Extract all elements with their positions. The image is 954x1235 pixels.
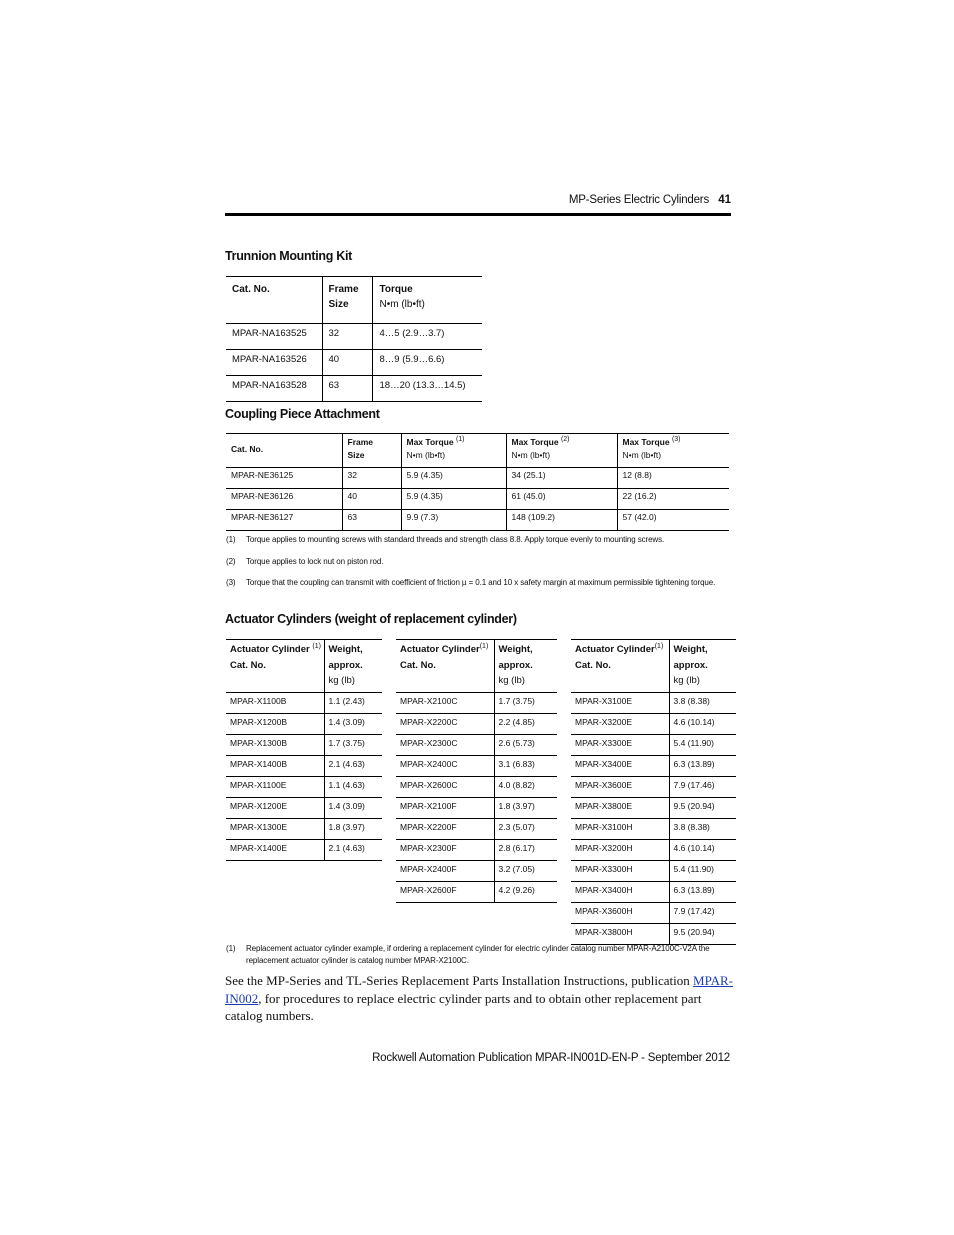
cell-t2: 61 (45.0) xyxy=(506,489,617,510)
table-row xyxy=(396,777,557,798)
cell-weight: 2.2 (4.85) xyxy=(494,714,557,735)
cell-cat: MPAR-X1400E xyxy=(230,843,288,853)
col-max-torque-1: Max Torque $^{(1)}$ N•m (lb•ft) xyxy=(401,434,506,468)
table-row xyxy=(571,777,736,798)
cell-cat: MPAR-NA163525 xyxy=(226,324,322,350)
cell-cat: MPAR-NE36126 xyxy=(226,489,342,510)
table-row xyxy=(396,714,557,735)
col-actuator-cat-no: Actuator Cylinder$^{(1)}$ Cat. No. xyxy=(571,640,669,693)
cell-cat: MPAR-X3100H xyxy=(571,819,669,840)
table-row xyxy=(226,756,382,777)
cell-torque: 18…20 (13.3…14.5) xyxy=(379,380,466,391)
table-row xyxy=(226,376,482,402)
cell-weight: 5.4 (11.90) xyxy=(669,861,736,882)
cell-cat: MPAR-X2400C xyxy=(396,756,494,777)
cell-weight: 1.7 (3.75) xyxy=(494,693,557,714)
cell-weight: 2.3 (5.07) xyxy=(494,819,557,840)
table-header-row xyxy=(396,640,557,693)
col-cat-no: Cat. No. xyxy=(226,434,342,468)
cell-t1: 5.9 (4.35) xyxy=(401,468,506,489)
cell-cat: MPAR-X2200F xyxy=(396,819,494,840)
table-row xyxy=(571,693,736,714)
col-actuator-cat-no: Actuator Cylinder$^{(1)}$ Cat. No. xyxy=(396,640,494,693)
table-row xyxy=(396,693,557,714)
cell-cat: MPAR-X3300H xyxy=(571,861,669,882)
actuator-table-3 xyxy=(571,639,736,945)
col-actuator-cat-no: Actuator Cylinder $^{(1)}$ Cat. No. xyxy=(226,640,324,693)
cell-cat: MPAR-X2300C xyxy=(396,735,494,756)
col-frame-size: Frame Size xyxy=(342,434,401,468)
cell-cat: MPAR-X1100B xyxy=(226,693,324,714)
page-footer: Rockwell Automation Publication MPAR-IN001D-EN-P - September 2012 xyxy=(372,1052,730,1064)
cell-cat: MPAR-X1100E xyxy=(226,777,324,798)
table-row xyxy=(571,714,736,735)
cell-cat: MPAR-X3800E xyxy=(571,798,669,819)
cell-cat: MPAR-X1200B xyxy=(226,714,324,735)
table-row xyxy=(396,798,557,819)
col-weight: Weight, approx. kg (lb) xyxy=(494,640,557,693)
footnote-ref: (2) xyxy=(560,436,570,444)
cell-cat: MPAR-X2400F xyxy=(396,861,494,882)
cell-weight: 2.1 (4.63) xyxy=(324,840,382,861)
table-header-row xyxy=(226,277,482,324)
table-row xyxy=(571,819,736,840)
table-row xyxy=(571,756,736,777)
cell-weight: 7.9 (17.46) xyxy=(669,777,736,798)
cell-weight: 2.6 (5.73) xyxy=(494,735,557,756)
cell-cat: MPAR-X3100E xyxy=(571,693,669,714)
table-row xyxy=(226,510,729,531)
coupling-title: Coupling Piece Attachment xyxy=(225,407,380,421)
cell-t2: 148 (109.2) xyxy=(506,510,617,531)
cell-cat: MPAR-X2300F xyxy=(396,840,494,861)
table-row xyxy=(396,735,557,756)
table-row xyxy=(226,819,382,840)
publication-link[interactable]: MPAR-IN002 xyxy=(225,973,734,1006)
page-number: 41 xyxy=(718,194,731,206)
cell-cat: MPAR-NA163528 xyxy=(226,376,322,402)
footnote-ref: (3) xyxy=(671,436,681,444)
footnote-ref: (1) xyxy=(479,642,489,650)
trunnion-title: Trunnion Mounting Kit xyxy=(225,249,352,263)
cell-cat: MPAR-X3400E xyxy=(571,756,669,777)
cell-cat: MPAR-NE36127 xyxy=(231,512,294,522)
cell-weight: 2.1 (4.63) xyxy=(324,756,382,777)
table-header-row xyxy=(571,640,736,693)
cell-weight: 3.1 (6.83) xyxy=(494,756,557,777)
table-row xyxy=(571,861,736,882)
cell-cat: MPAR-NA163526 xyxy=(226,350,322,376)
cell-cat: MPAR-X2100C xyxy=(396,693,494,714)
cell-cat: MPAR-X1400B xyxy=(226,756,324,777)
col-max-torque-2: Max Torque $^{(2)}$ N•m (lb•ft) xyxy=(506,434,617,468)
col-weight: Weight, approx. kg (lb) xyxy=(669,640,736,693)
cell-t2: 34 (25.1) xyxy=(506,468,617,489)
table-row xyxy=(226,693,382,714)
cell-frame: 63 xyxy=(342,510,401,531)
actuator-table-2 xyxy=(396,639,557,903)
table-row xyxy=(226,777,382,798)
col-frame-size: Frame Size xyxy=(322,277,372,324)
cell-cat: MPAR-X3400H xyxy=(571,882,669,903)
cell-frame: 40 xyxy=(342,489,401,510)
cell-torque: 4…5 (2.9…3.7) xyxy=(372,324,482,350)
cell-cat: MPAR-X3600H xyxy=(571,903,669,924)
footnote-ref: (1) xyxy=(654,642,664,650)
actuator-title: Actuator Cylinders (weight of replacement cylinder) xyxy=(225,612,517,626)
cell-weight: 1.8 (3.97) xyxy=(324,819,382,840)
cell-weight: 9.5 (20.94) xyxy=(669,798,736,819)
table-header-row xyxy=(226,434,729,468)
cell-t3: 12 (8.8) xyxy=(617,468,729,489)
cell-weight: 7.9 (17.42) xyxy=(669,903,736,924)
table-row xyxy=(571,924,736,945)
cell-t3: 57 (42.0) xyxy=(617,510,729,531)
cell-weight: 1.7 (3.75) xyxy=(324,735,382,756)
cell-cat: MPAR-X3600E xyxy=(571,777,669,798)
footnote-ref: (1) xyxy=(312,642,321,650)
header-title: MP-Series Electric Cylinders xyxy=(568,194,709,206)
table-row xyxy=(226,350,482,376)
cell-weight: 1.1 (4.63) xyxy=(324,777,382,798)
table-row xyxy=(396,861,557,882)
col-cat-no: Cat. No. xyxy=(226,277,322,324)
running-header xyxy=(225,192,731,212)
cell-weight: 1.8 (3.97) xyxy=(494,798,557,819)
cell-cat: MPAR-X2100F xyxy=(396,798,494,819)
table-row xyxy=(571,903,736,924)
table-row xyxy=(571,735,736,756)
cell-frame: 32 xyxy=(322,324,372,350)
cell-weight: 4.2 (9.26) xyxy=(494,882,557,903)
cell-cat: MPAR-X3200H xyxy=(571,840,669,861)
table-row xyxy=(226,840,382,861)
cell-weight: 4.0 (8.82) xyxy=(494,777,557,798)
table-row xyxy=(226,798,382,819)
table-row xyxy=(396,756,557,777)
cell-cat: MPAR-X3300E xyxy=(571,735,669,756)
col-weight: Weight, approx. kg (lb) xyxy=(324,640,382,693)
cell-t1: 5.9 (4.35) xyxy=(401,489,506,510)
cell-cat: MPAR-X3200E xyxy=(571,714,669,735)
table-row xyxy=(571,882,736,903)
cell-weight: 3.2 (7.05) xyxy=(494,861,557,882)
cell-weight: 3.8 (8.38) xyxy=(669,693,736,714)
cell-cat: MPAR-X1200E xyxy=(226,798,324,819)
cell-frame: 63 xyxy=(322,376,372,402)
cell-frame: 32 xyxy=(342,468,401,489)
actuator-table-1 xyxy=(226,639,382,861)
header-rule xyxy=(225,213,731,216)
cell-cat: MPAR-X1300B xyxy=(226,735,324,756)
col-torque: Torque N•m (lb•ft) xyxy=(372,277,482,324)
table-header-row xyxy=(226,640,382,693)
cell-weight: 4.6 (10.14) xyxy=(669,840,736,861)
cell-cat: MPAR-NE36125 xyxy=(226,468,342,489)
col-max-torque-3: Max Torque $^{(3)}$ N•m (lb•ft) xyxy=(617,434,729,468)
cell-cat: MPAR-X2200C xyxy=(396,714,494,735)
cell-weight: 4.6 (10.14) xyxy=(669,714,736,735)
cell-weight: 1.1 (2.43) xyxy=(324,693,382,714)
table-row xyxy=(226,468,729,489)
cell-t3: 22 (16.2) xyxy=(617,489,729,510)
trunnion-table xyxy=(226,276,482,402)
cell-cat: MPAR-X1300E xyxy=(226,819,324,840)
table-row xyxy=(571,798,736,819)
table-row xyxy=(226,735,382,756)
table-row xyxy=(396,882,557,903)
table-row xyxy=(226,714,382,735)
body-paragraph: See the MP-Series and TL-Series Replacement Parts Installation Instructions, publication MPAR-IN002, for procedures to replace electric cylinder parts and to obtain other replacement part catalog numbers. xyxy=(225,973,734,1023)
cell-weight: 6.3 (13.89) xyxy=(669,882,736,903)
cell-weight: 9.5 (20.94) xyxy=(669,924,736,945)
cell-weight: 2.8 (6.17) xyxy=(494,840,557,861)
cell-frame: 40 xyxy=(322,350,372,376)
cell-cat: MPAR-X2600F xyxy=(400,885,457,895)
cell-torque: 8…9 (5.9…6.6) xyxy=(372,350,482,376)
table-row xyxy=(571,840,736,861)
cell-weight: 3.8 (8.38) xyxy=(669,819,736,840)
cell-weight: 6.3 (13.89) xyxy=(669,756,736,777)
footnote-ref: (1) xyxy=(455,436,465,444)
coupling-table xyxy=(226,433,729,531)
cell-weight: 1.4 (3.09) xyxy=(324,714,382,735)
table-row xyxy=(226,489,729,510)
table-row xyxy=(396,840,557,861)
table-row xyxy=(226,324,482,350)
cell-cat: MPAR-X3800H xyxy=(575,927,633,937)
cell-weight: 5.4 (11.90) xyxy=(669,735,736,756)
cell-cat: MPAR-X2600C xyxy=(396,777,494,798)
cell-t1: 9.9 (7.3) xyxy=(401,510,506,531)
cell-weight: 1.4 (3.09) xyxy=(324,798,382,819)
table-row xyxy=(396,819,557,840)
